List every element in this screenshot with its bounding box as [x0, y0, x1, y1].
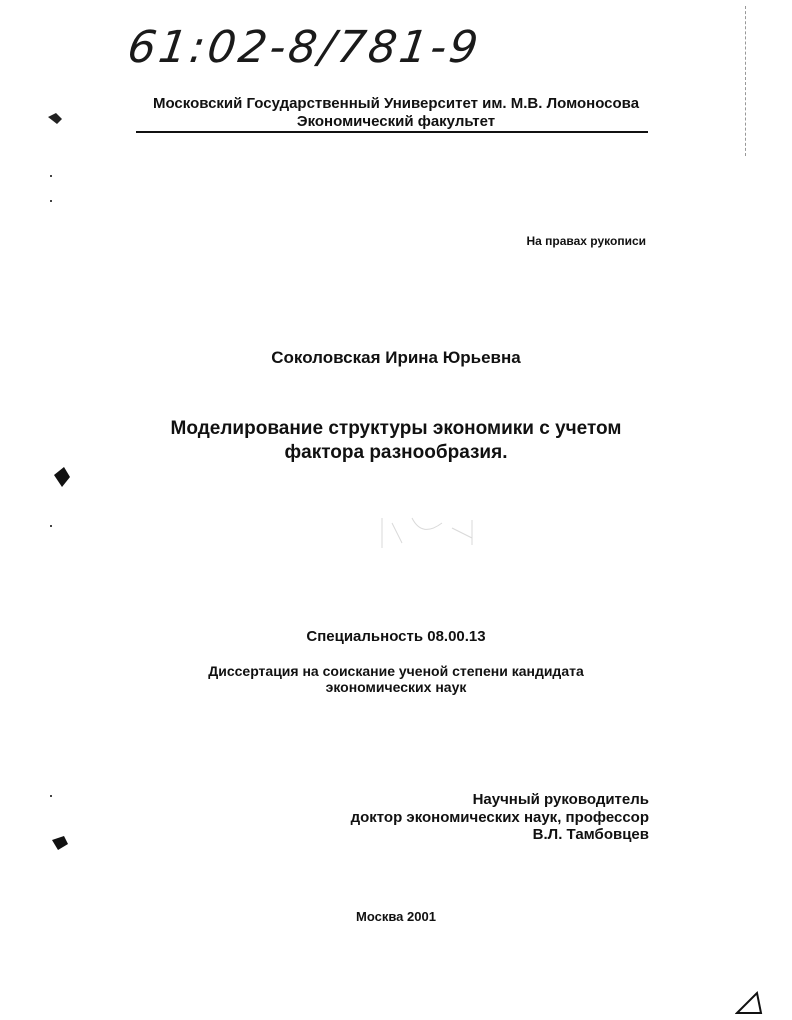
supervisor-role: Научный руководитель	[472, 791, 649, 808]
university-name: Московский Государственный Университет им. М.В. Ломоносова	[152, 95, 640, 112]
degree-purpose-line1: Диссертация на соискание ученой степени кандидата	[208, 663, 584, 679]
scan-edge-mark	[745, 6, 752, 156]
scan-margin-marks	[44, 105, 74, 885]
author-name: Соколовская Ирина Юрьевна	[271, 348, 521, 367]
place-and-year: Москва 2001	[356, 909, 436, 924]
supervisor-degree: доктор экономических наук, профессор	[350, 809, 649, 826]
dissertation-title-line1: Моделирование структуры экономики с учетом	[170, 418, 622, 439]
dissertation-title-line2: фактора разнообразия.	[284, 442, 508, 463]
specialty-code: Специальность 08.00.13	[306, 628, 486, 645]
supervisor-name: В.Л. Тамбовцев	[532, 826, 649, 843]
corner-scan-mark	[735, 985, 765, 1015]
header-divider	[136, 131, 648, 133]
manuscript-status: На правах рукописи	[526, 234, 646, 248]
archive-code-handwritten: 61:02-8/781-9	[124, 22, 484, 73]
faint-stamp-mark	[372, 508, 492, 558]
degree-purpose-line2: экономических наук	[325, 679, 467, 695]
faculty-name: Экономический факультет	[296, 113, 496, 130]
